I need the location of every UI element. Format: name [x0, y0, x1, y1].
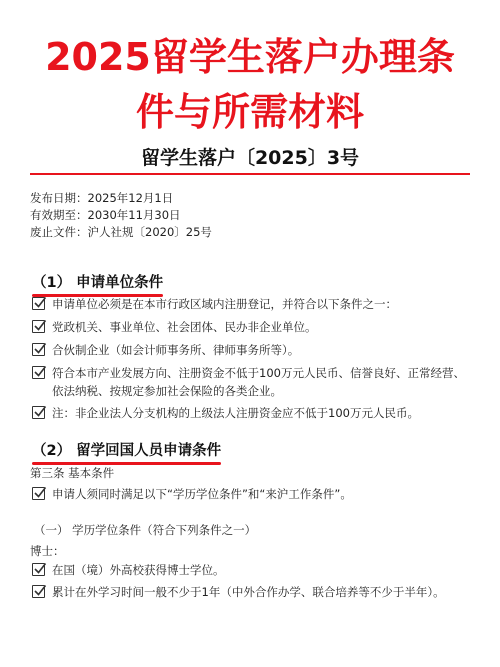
- checklist-item-text: 累计在外学习时间一般不少于1年（中外合作办学、联合培养等不少于半年）。: [52, 585, 445, 599]
- section2-heading-text: （2） 留学回国人员申请条件: [32, 443, 222, 459]
- sub-heading: （一） 学历学位条件（符合下列条件之一）: [34, 523, 257, 537]
- document-number: 留学生落户〔2025〕3号: [140, 147, 360, 169]
- checklist-item-text: 申请单位必须是在本市行政区域内注册登记，并符合以下条件之一：: [52, 297, 397, 311]
- checklist-item: [32, 318, 472, 336]
- red-divider: [30, 173, 470, 175]
- article-heading: 第三条 基本条件: [30, 466, 115, 480]
- checklist-item-text: 合伙制企业（如会计师事务所、律师事务所等）。: [52, 343, 300, 357]
- checkbox-icon: [32, 487, 45, 500]
- checklist-item-text: 注：非企业法人分支机构的上级法人注册资金应不低于100万元人民币。: [52, 406, 419, 420]
- doctor-label: 博士：: [30, 544, 65, 558]
- section1-heading-text: （1） 申请单位条件: [32, 275, 164, 291]
- section2-heading: [32, 441, 221, 461]
- abolished-document: 废止文件：沪人社规〔2020〕25号: [30, 225, 212, 239]
- document-title-line2: 件与所需材料: [135, 90, 364, 134]
- publish-date: 发布日期：2025年12月1日: [30, 191, 174, 205]
- checkbox-icon: [32, 320, 45, 333]
- checklist-item: [32, 295, 472, 313]
- checklist-item-text: 申请人须同时满足以下“学历学位条件”和“来沪工作条件”。: [52, 487, 352, 501]
- checklist-item: [32, 561, 472, 579]
- checkbox-icon: [32, 366, 45, 379]
- checklist-item: [32, 583, 472, 601]
- section1-heading: [32, 273, 163, 293]
- checklist-item: [32, 341, 472, 359]
- checkbox-icon: [32, 585, 45, 598]
- checklist-item-text: 符合本市产业发展方向、注册资金不低于100万元人民币、信誉良好、正常经营、依法纳税、按规定参加社会保险的各类企业。: [52, 366, 465, 398]
- checklist-item: [32, 404, 472, 422]
- checkbox-icon: [32, 406, 45, 419]
- checkbox-icon: [32, 297, 45, 310]
- checklist-item-text: 在国（境）外高校获得博士学位。: [52, 563, 225, 577]
- checklist-item: [32, 485, 472, 503]
- checkbox-icon: [32, 343, 45, 356]
- checklist-item-text: 党政机关、事业单位、社会团体、民办非企业单位。: [52, 320, 317, 334]
- checkbox-icon: [32, 563, 45, 576]
- document-title-line1: 2025留学生落户办理条: [45, 35, 455, 79]
- checklist-item: [32, 364, 472, 400]
- valid-until: 有效期至：2030年11月30日: [30, 208, 181, 222]
